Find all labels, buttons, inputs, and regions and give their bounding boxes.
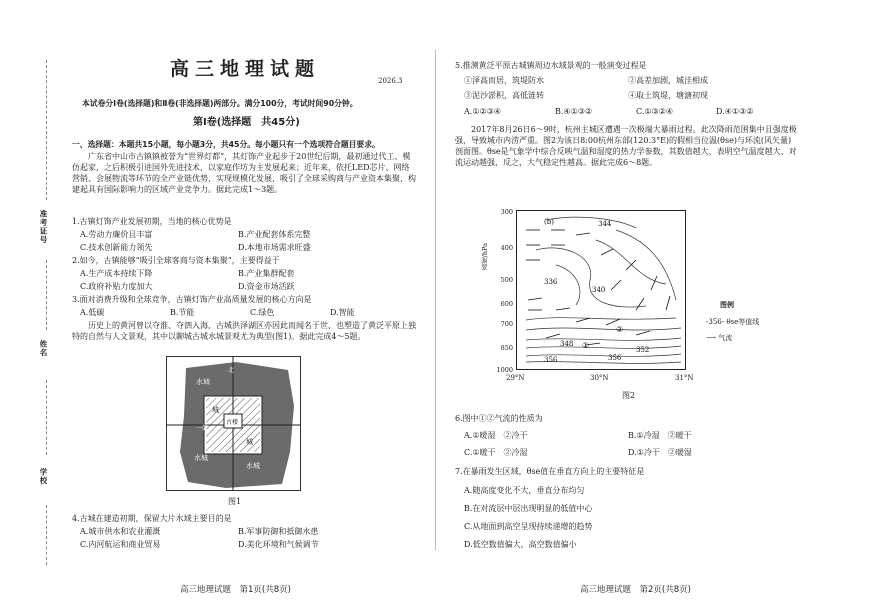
map-label-city: 城 — [212, 406, 219, 414]
y-tick: 600 — [500, 300, 513, 308]
q4-option-a[interactable]: A.城市供水和农业灌溉 — [80, 527, 161, 536]
binding-line — [46, 260, 47, 330]
q7-option-d[interactable]: D.低空数值偏大，高空数值偏小 — [464, 540, 577, 549]
q5-item-2: ②高差加剧，城洼相成 — [628, 76, 708, 85]
fig2-y-ticks — [493, 207, 513, 377]
binding-line — [46, 60, 47, 200]
q5-option-d[interactable]: D.④①③② — [716, 107, 754, 116]
legend-iso-text: θse等值线 — [726, 318, 760, 326]
q7-option-b[interactable]: B.在对流层中层出现明显的低值中心 — [464, 504, 593, 513]
airflow-mark-1: ① — [582, 341, 590, 350]
contour-label: 344 — [598, 220, 612, 228]
map-label-gate: 一鼓 — [196, 425, 209, 432]
column-divider — [435, 50, 436, 550]
q5-item-1: ①泽高而居，筑堤防水 — [464, 76, 544, 85]
passage-1: 广东省中山市古镇镇被誉为“世界灯都”，其灯饰产业起步于20世纪后期，最初通过代工、模仿起家，之后积极引进国外先进技术，以家庭作坊为主发展起来；近年来，依托LED芯片、网络营销、会展物流等环节的全产业链优势，实现规模化发展，吸引了全球采购商与产业资本集聚，构建起具有国际影响力的区域产业竞争力。据此完成1～3题。 — [72, 152, 416, 194]
q4-option-b[interactable]: B.军事防御和抵御水患 — [238, 527, 319, 536]
q1-option-b[interactable]: B.产业配套体系完整 — [238, 230, 311, 239]
part-one-heading: 第Ⅰ卷(选择题 共45分) — [193, 117, 300, 128]
fig2-legend-flow — [706, 333, 732, 344]
binding-line — [46, 505, 47, 565]
map-label-water: 水域 — [196, 378, 210, 386]
q5-option-c[interactable]: C.①③②④ — [636, 107, 674, 116]
q1-stem: 1.古镇灯饰产业发展初期，当地的核心优势是 — [72, 217, 232, 226]
map-label-water: 水城 — [246, 462, 260, 470]
x-tick: 29°N — [506, 374, 525, 382]
fig2-y-axis-label: 高度/hPa — [481, 243, 489, 271]
legend-flow-text: 气流 — [718, 334, 733, 342]
map-label-water: 水城 — [194, 454, 208, 462]
q3-stem: 3.面对消费升级和全球竞争，古镇灯饰产业高质量发展的核心方向是 — [72, 295, 312, 304]
x-tick: 30°N — [590, 374, 609, 382]
figure-1-map — [166, 356, 301, 491]
q2-option-c[interactable]: C.政府补贴力度加大 — [80, 282, 153, 291]
contour-label: 356 — [544, 356, 558, 364]
footer-left: 高三地理试题 第1页(共8页) — [180, 585, 291, 595]
q6-option-b[interactable]: B.①冷湿 ②暖干 — [628, 431, 692, 440]
x-tick: 31°N — [675, 374, 694, 382]
q4-stem: 4.古城在建造初期，保留大片水域主要目的是 — [72, 514, 232, 523]
q3-option-a[interactable]: A.低碳 — [80, 308, 105, 317]
exam-date: 2026.3 — [378, 77, 403, 85]
contour-label: 356 — [608, 354, 622, 362]
arrow-right-icon: ⟶ — [706, 334, 717, 342]
page-title: 高三地理试题 — [170, 58, 321, 80]
q5-option-b[interactable]: B.④①③② — [555, 107, 593, 116]
q7-option-c[interactable]: C.从地面到高空呈现持续递增的趋势 — [464, 522, 593, 531]
q2-option-d[interactable]: D.资金市场活跃 — [238, 282, 295, 291]
q5-item-3: ③泥沙淤积，高低涟转 — [464, 91, 544, 100]
exam-number-label: 准考证号 — [39, 210, 48, 244]
contour-label: 348 — [560, 340, 574, 348]
q5-stem: 5.推测黄泛平原古城镇周边水域景观的一般演变过程是 — [455, 61, 647, 70]
q4-option-d[interactable]: D.美化环境和气候调节 — [238, 540, 319, 549]
q6-option-c[interactable]: C.①暖干 ②冷湿 — [464, 448, 528, 457]
figure-2-cross-section — [516, 210, 686, 370]
fig2-legend-title: 图例 — [720, 301, 734, 309]
y-tick: 500 — [500, 276, 513, 284]
map-label-tower: 古楼 — [226, 419, 239, 426]
passage-2: 历史上的黄河曾以夺淮、夺泗入海，古城洪泽湖区亦因此而闻名于世，也塑造了黄泛平原上独特的自然与人文景观，其中以聊城古城水城景观尤为典型(图1)。据此完成4～5题。 — [72, 321, 416, 341]
section-one-instruction: 一、选择题：本题共15小题，每小题3分，共45分。每小题只有一个选项符合题目要求。 — [72, 140, 380, 149]
q3-option-d[interactable]: D.智能 — [330, 308, 355, 317]
q6-stem: 6.图中①②气流的性质为 — [455, 414, 543, 423]
y-tick: 1000 — [496, 366, 513, 374]
q5-item-4: ④取土筑堤，塘溏初现 — [628, 91, 708, 100]
q1-option-a[interactable]: A.劳动力廉价且丰富 — [80, 230, 153, 239]
exam-note: 本试卷分Ⅰ卷(选择题)和Ⅱ卷(非选择题)两部分。满分100分，考试时间90分钟。 — [82, 99, 358, 108]
fig2-legend-isoline — [706, 317, 759, 328]
q6-option-a[interactable]: A.①暖湿 ②冷干 — [464, 431, 528, 440]
y-tick: 300 — [500, 208, 513, 216]
map-label-city: 城 — [246, 438, 253, 446]
q7-option-a[interactable]: A.随高度变化不大，垂直分布均匀 — [464, 486, 585, 495]
airflow-mark-2: ② — [616, 325, 624, 334]
footer-right: 高三地理试题 第2页(共8页) — [580, 585, 691, 595]
school-label: 学校 — [39, 468, 48, 485]
q2-option-b[interactable]: B.产业集群配套 — [238, 269, 295, 278]
contour-label: 340 — [592, 286, 606, 294]
q2-stem: 2.如今，古镇能够“吸引全球客商与资本集聚”，主要得益于 — [72, 256, 280, 265]
passage-3: 2017年8月26日6～9时，杭州主城区遭遇一次极端大暴雨过程。此次降雨范围集中且强度极强，导致城市内涝严重。图2为该日8:00杭州东部(120.3°E)的假相当位温(θse)与环流(风矢量)剖面图。θse是气象学中综合反映气温和湿度的热力学参数，其数值越大，表明空气温度越大、对流运动越强，反之，大气稳定性越高。据此完成6～8题。 — [455, 125, 797, 167]
q3-option-c[interactable]: C.绿色 — [250, 308, 275, 317]
q4-option-c[interactable]: C.内河航运和商业贸易 — [80, 540, 161, 549]
y-tick: 700 — [500, 320, 513, 328]
q3-option-b[interactable]: B.节能 — [170, 308, 195, 317]
q2-option-a[interactable]: A.生产成本持续下降 — [80, 269, 153, 278]
compass-north: 北 — [228, 367, 235, 374]
y-tick: 400 — [500, 244, 513, 252]
q6-option-d[interactable]: D.①冷干 ②暖湿 — [628, 448, 692, 457]
contour-label: 352 — [636, 346, 650, 354]
q1-option-d[interactable]: D.本地市场需求旺盛 — [238, 243, 311, 252]
binding-line — [46, 380, 47, 455]
contour-label: 336 — [544, 278, 558, 286]
name-label: 姓名 — [39, 340, 48, 357]
figure-2-caption: 图2 — [622, 391, 636, 400]
q1-option-c[interactable]: C.技术创新能力领先 — [80, 243, 153, 252]
y-tick: 850 — [500, 344, 513, 352]
q5-option-a[interactable]: A.①②③④ — [464, 107, 502, 116]
q7-stem: 7.在暴雨发生区域，θse值在垂直方向上的主要特征是 — [455, 467, 645, 476]
legend-iso-value: -356- — [706, 318, 725, 326]
figure-1-caption: 图1 — [228, 497, 242, 506]
fig2-panel-label: (b) — [544, 218, 554, 226]
